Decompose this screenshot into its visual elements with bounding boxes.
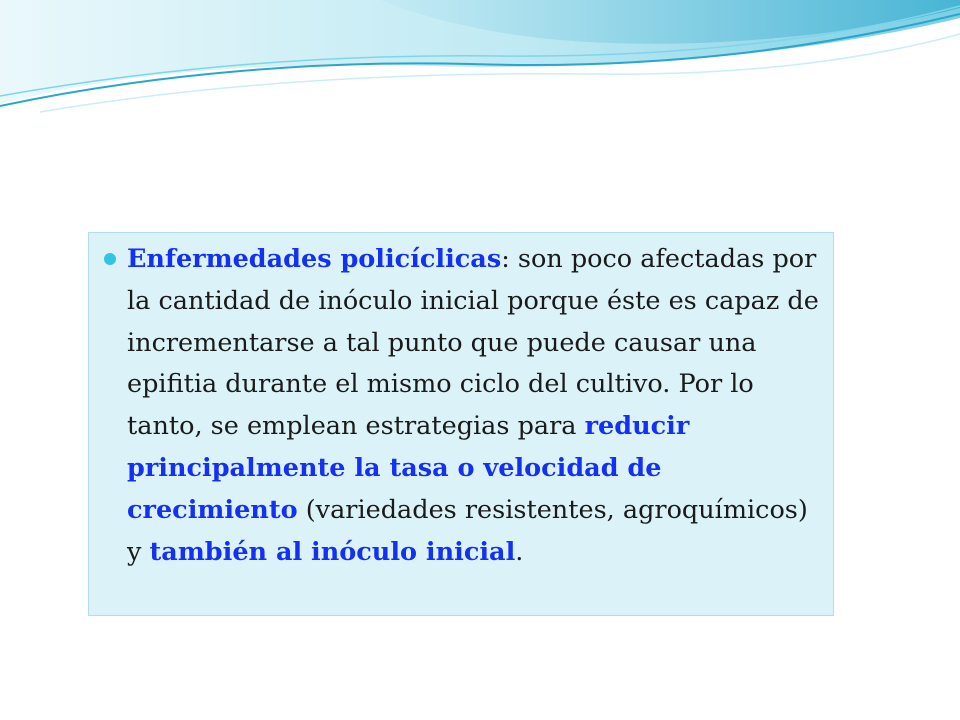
body-text-1: : son poco afectadas por la cantidad de inóculo inicial porque éste es capaz de incrementarse a tal punto que puede causar una epifitia durante el mismo ciclo del cultivo. Por lo tanto, se emplean estrategias para	[127, 244, 819, 442]
inoculum-highlight: también al inóculo inicial	[149, 536, 516, 567]
bullet-paragraph	[127, 239, 827, 573]
body-text-3: .	[515, 536, 524, 567]
strategy-highlight: reducir principalmente la tasa o velocidad de crecimiento	[127, 411, 690, 525]
wave-header-decoration	[0, 0, 960, 120]
bullet-marker	[104, 253, 116, 265]
content-box	[88, 232, 834, 616]
body-text-2: (variedades resistentes, agroquímicos) y	[127, 494, 808, 567]
term-highlight: Enfermedades policíclicas	[127, 244, 502, 274]
